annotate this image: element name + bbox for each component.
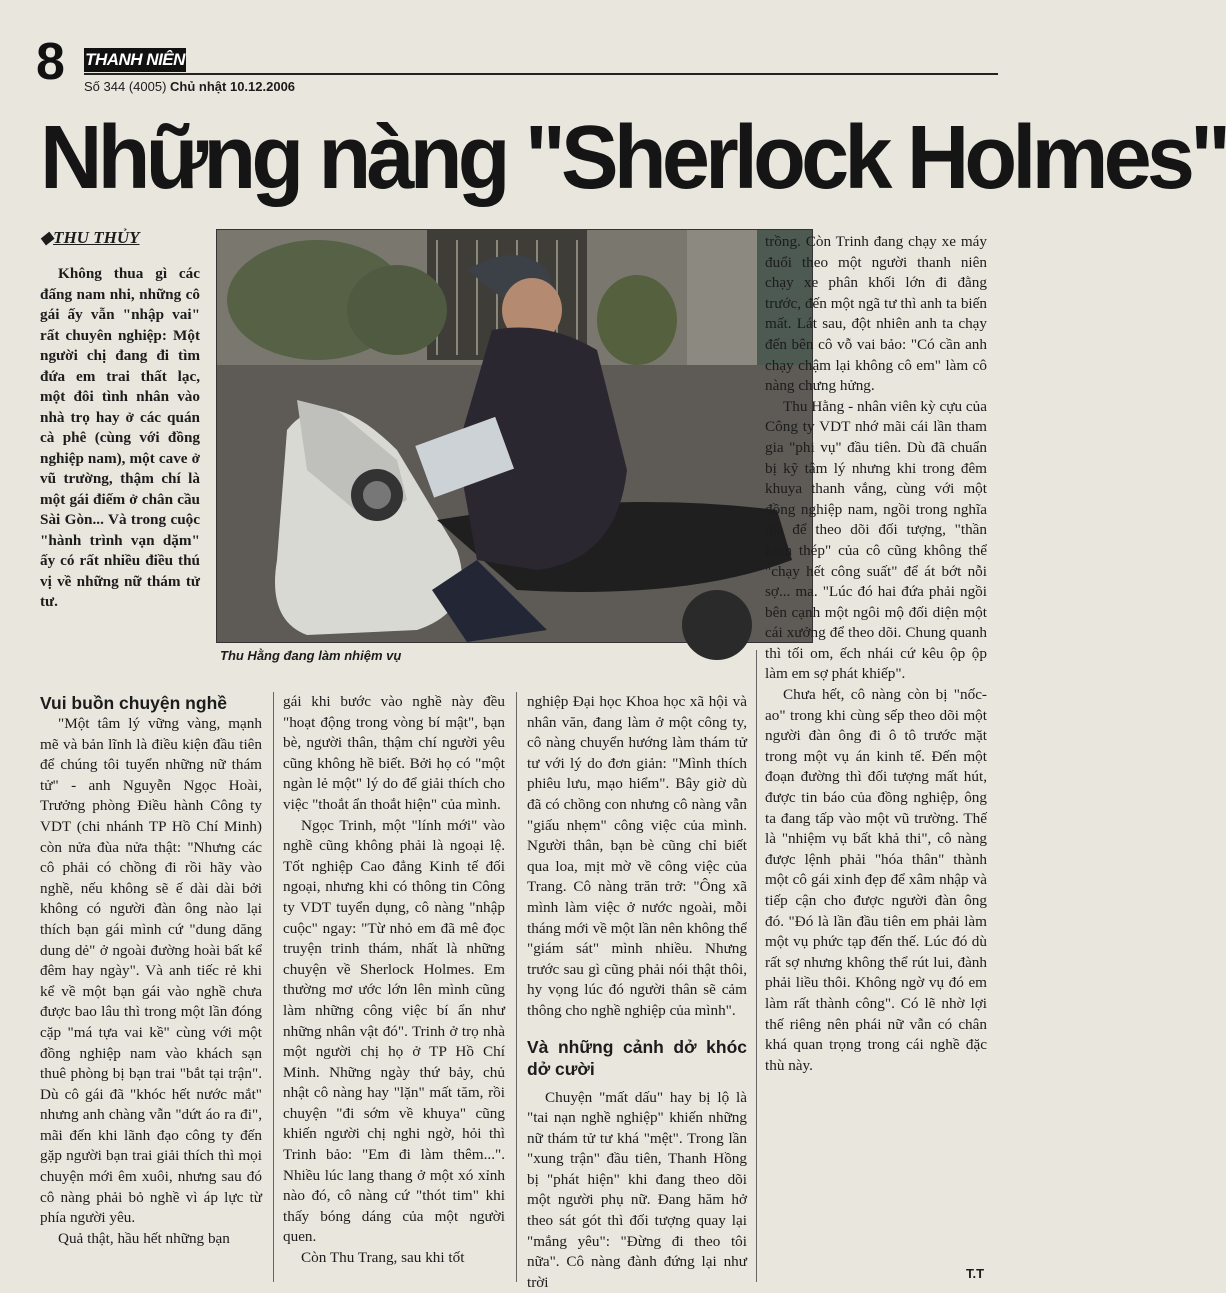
body-paragraph: nghiệp Đại học Khoa học xã hội và nhân văn, đang làm ở một công ty, cô nàng chuyển hướng làm thám tử tư với lý do đơn giản: "Mình thích phiêu lưu, mạo hiểm". Bây giờ dù đã có chồng con nhưng cô nàng vẫn "giấu nhẹm" công việc của mình. Người thân, bạn bè cũng chỉ biết qua loa, mịt mờ về công việc của Trang. Cô nàng trăn trở: "Ông xã mình làm việc ở nước ngoài, mỗi tháng mới về một lần nên không thể "giám sát" mình nhiều. Nhưng trước sau gì cũng phải nói thật thôi, hy vọng lúc đó người thân sẽ cảm thông cho nghề nghiệp của mình". xyxy=(527,693,747,1019)
article-signoff: T.T xyxy=(966,1266,985,1281)
body-paragraph: Quả thật, hầu hết những bạn xyxy=(58,1229,230,1247)
issue-info xyxy=(84,79,295,95)
column-3 xyxy=(527,692,747,1293)
body-paragraph: gái khi bước vào nghề này đều "hoạt động trong vòng bí mật", bạn bè, người thân, thậm chí người yêu cũng không hề biết. Bởi họ có "một ngàn lẻ một" lý do để giải thích cho việc "thoắt ẩn thoắt hiện" của mình. xyxy=(283,693,505,813)
photo-caption: Thu Hằng đang làm nhiệm vụ xyxy=(220,648,402,663)
body-paragraph: Ngọc Trinh, một "lính mới" vào nghề cũng không phải là ngoại lệ. Tốt nghiệp Cao đẳng Kinh tế đối ngoại, nhưng khi có thông tin Công ty VDT tuyển dụng, cô nàng "nhập cuộc" ngay: "Từ nhỏ em đã mê đọc truyện trinh thám, nhất là những chuyện về Sherlock Holmes. Em thường mơ ước lớn lên mình cũng làm những công việc bí ẩn như những nhân vật đó". Trinh ở trọ nhà một người chị họ ở TP Hồ Chí Minh. Những ngày thứ bảy, chủ nhật cô nàng hay "lặn" mất tăm, rồi chuyện "đi sớm về khuya" cũng khiến người chị nghi ngờ, hỏi thì Trinh bảo: "Em đi làm thêm...". Nhiều lúc lang thang ở một xó xỉnh nào đó, cô nàng cứ "thót tim" khi thấy bóng dáng của một người quen. xyxy=(283,816,505,1246)
body-paragraph: trồng. Còn Trinh đang chạy xe máy đuổi theo một người thanh niên chạy xe phân khối lớn đi đằng trước, đến một ngã tư thì anh ta biến mất. Lát sau, đột nhiên anh ta chạy đến bên cô vỗ vai bảo: "Có cần anh chạy chậm lại không cô em" làm cô nàng chưng hửng. xyxy=(765,233,987,395)
issue-number: Số 344 (4005) xyxy=(84,79,167,94)
body-paragraph: "Một tâm lý vững vàng, mạnh mẽ và bản lĩnh là điều kiện đầu tiên để chúng tôi tuyển những nữ thám tử" - anh Nguyễn Ngọc Hoài, Trưởng phòng Điều hành Công ty VDT (chi nhánh TP Hồ Chí Minh) còn nửa đùa nửa thật: "Nhưng các cô phải có chồng đi rồi hãy vào nghề, nếu không sẽ ế dài dài bởi không có người đàn ông nào lại thích bạn gái mình cứ "dung dăng dung dẻ" ở ngoài đường hoài bất kể đêm hay ngày". Và anh tiếc rẻ khi kể về một bạn gái vào nghề chưa được bao lâu thì trong một lần đóng cặp "má tựa vai kề" cùng với một đồng nghiệp nam vào khách sạn thuê phòng bị bạn trai "bắt tại trận". Dù cô gái đã "khóc hết nước mắt" nhưng anh chàng vẫn "dứt áo ra đi", mãi đến khi lãnh đạo công ty đến gặp người bạn trai giải thích thì mọi chuyện mới êm xuôi, nhưng sau đó cô nàng phải bỏ nghề vì áp lực từ phía người yêu. xyxy=(40,715,262,1227)
masthead-logo: THANH NIÊN xyxy=(84,48,186,72)
article-photo xyxy=(216,229,813,643)
page-number: 8 xyxy=(36,33,65,91)
subhead-funny-moments: Và những cảnh dở khóc dở cười xyxy=(527,1036,747,1079)
byline-author: THU THỦY xyxy=(53,228,140,247)
body-paragraph: Chưa hết, cô nàng còn bị "nốc-ao" trong khi cùng sếp theo dõi một người đàn ông đi ô tô trước mặt trong một vụ án kinh tế. Đến một đoạn đường thì đối tượng mất hút, được tin báo của đồng nghiệp, ông ta đang tấp vào một vũ trường. Thế là "nhiệm vụ bất khả thi", cô nàng được lệnh phải "hóa thân" thành một cô gái xinh đẹp để xâm nhập và tiếp cận cho được người đàn ông đó. "Đó là lần đầu tiên em phải làm một vụ phức tạp đến thế. Lúc đó dù rất sợ nhưng không thể rút lui, đành phải liều thôi. Không ngờ vụ đó em làm rất thành công". Có lẽ nhờ lợi thế riêng nên phái nữ vẫn có chân khá quan trọng trong cái nghề đặc thù này. xyxy=(765,686,987,1074)
body-paragraph: Chuyện "mất dấu" hay bị lộ là "tai nạn nghề nghiệp" khiến những nữ thám tử tư khá "mệt". Trong lần "xung trận" đầu tiên, Thanh Hồng bị "phát hiện" khi đang theo dõi một người phụ nữ. Đang hăm hở theo sát gót thì đối tượng quay lại "mắng yêu": "Đừng đi theo tôi nữa". Cô nàng đành đứng lại như trời xyxy=(527,1088,747,1291)
column-divider xyxy=(273,692,274,1282)
article-lead xyxy=(40,264,200,613)
column-divider xyxy=(756,650,757,1282)
body-paragraph: Còn Thu Trang, sau khi tốt xyxy=(301,1249,465,1267)
lead-paragraph: Không thua gì các đấng nam nhi, những cô gái ấy vẫn "nhập vai" rất chuyên nghiệp: Một người chị đang đi tìm đứa em trai thất lạc, một đôi tình nhân vào nhà trọ hay ở các quán cà phê (cùng với đồng nghiệp nam), một cave ở vũ trường, thậm chí là một gái điếm ở chân cầu Sài Gòn... Và trong cuộc "hành trình vạn dặm" ấy có rất nhiều điều thú vị về những nữ thám tử tư. xyxy=(40,265,200,610)
column-4 xyxy=(765,232,987,1076)
column-2 xyxy=(283,692,505,1269)
motorbike-photo-image xyxy=(217,230,812,642)
byline xyxy=(40,228,139,248)
issue-date: Chủ nhật 10.12.2006 xyxy=(170,79,296,94)
header-rule xyxy=(84,73,998,75)
article-headline: Những nàng "Sherlock Holmes" xyxy=(40,108,1226,208)
byline-diamond-icon: ◆ xyxy=(40,228,54,247)
subhead-work-joys: Vui buồn chuyện nghề xyxy=(40,693,227,713)
column-divider xyxy=(516,692,517,1282)
body-paragraph: Thu Hằng - nhân viên kỳ cựu của Công ty VDT nhớ mãi cái lần tham gia "phi vụ" đầu tiên. Dù đã chuẩn bị kỹ tâm lý nhưng khi trong đêm khuya thanh vắng, cùng với một đồng nghiệp nam, ngồi trong nghĩa địa để theo dõi đối tượng, "thần kinh thép" của cô cũng không thể "chạy hết công suất" để át bớt nỗi sợ... ma. "Lúc đó hai đứa phải ngồi bên cạnh một ngôi mộ đối diện một cái xưởng để theo dõi. Chung quanh thì tối om, ếch nhái cứ kêu ộp ộp làm em sợ phát khiếp". xyxy=(765,397,987,683)
column-1 xyxy=(40,692,262,1249)
